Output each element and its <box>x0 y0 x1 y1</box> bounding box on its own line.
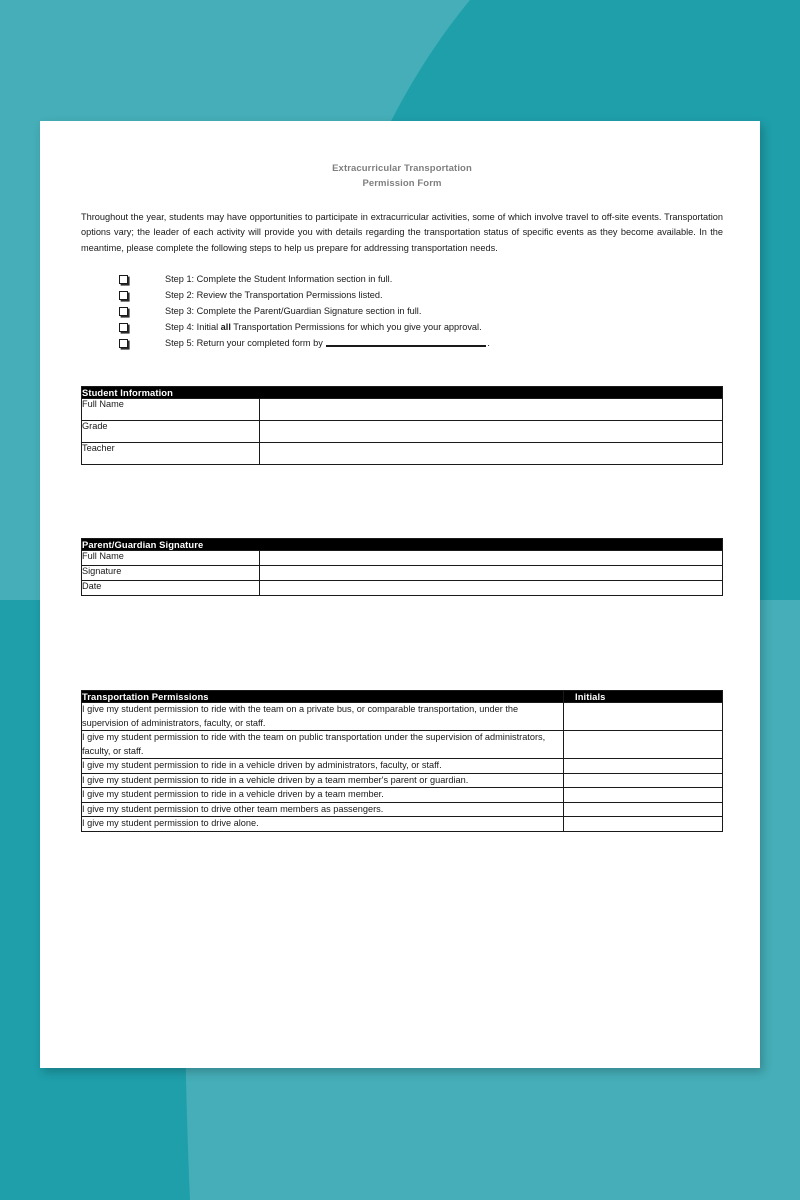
field-label-guardian-full-name: Full Name <box>82 551 260 566</box>
table-row <box>82 566 723 581</box>
table-row <box>82 421 723 443</box>
step-text-main: Step 4: Initial <box>165 321 221 332</box>
step-text-main: Step 5: Return your completed form by <box>165 337 326 348</box>
parent-guardian-signature-table <box>81 538 723 596</box>
table-row <box>82 399 723 421</box>
table-header-row <box>82 387 723 399</box>
table-row <box>82 581 723 596</box>
step-label <box>165 271 392 287</box>
student-information-table <box>81 386 723 465</box>
field-input-full-name[interactable] <box>260 399 723 421</box>
page-title-line-2: Permission Form <box>362 178 442 189</box>
student-information-header: Student Information <box>82 387 723 399</box>
table-row <box>82 802 723 817</box>
step-label <box>165 303 421 319</box>
step-text-tail: Transportation Permissions for which you give your approval. <box>230 321 482 332</box>
table-row <box>82 551 723 566</box>
initials-input[interactable] <box>564 773 723 788</box>
transportation-permissions-header: Transportation Permissions <box>82 691 564 703</box>
field-label-teacher: Teacher <box>82 443 260 465</box>
table-header-row <box>82 691 723 703</box>
table-row <box>82 759 723 774</box>
page-content <box>81 161 723 351</box>
table-header-row <box>82 539 723 551</box>
step-label <box>165 319 482 335</box>
table-row <box>82 817 723 832</box>
initials-input[interactable] <box>564 817 723 832</box>
permission-text: I give my student permission to ride in a vehicle driven by administrators, faculty, or staff. <box>82 759 564 774</box>
step-label <box>165 287 383 303</box>
field-input-date[interactable] <box>260 581 723 596</box>
step-text-main: Step 1: Complete the Student Information section in full. <box>165 273 393 284</box>
field-input-guardian-full-name[interactable] <box>260 551 723 566</box>
initials-header: Initials <box>564 691 723 703</box>
initials-input[interactable] <box>564 759 723 774</box>
table-row <box>82 731 723 759</box>
table-row <box>82 788 723 803</box>
step-text-main: Step 3: Complete the Parent/Guardian Signature section in full. <box>165 305 422 316</box>
field-input-teacher[interactable] <box>260 443 723 465</box>
field-input-grade[interactable] <box>260 421 723 443</box>
parent-guardian-header: Parent/Guardian Signature <box>82 539 723 551</box>
step-item <box>119 271 723 287</box>
transportation-permissions-table <box>81 690 723 832</box>
initials-input[interactable] <box>564 788 723 803</box>
intro-paragraph: Throughout the year, students may have opportunities to participate in extracurricular activities, some of which involve travel to off-site events. Transportation options vary; the leader of each activity will provide you with details regarding the transportation status of specific events as they become available. In the meantime, please complete the following steps to help us prepare for addressing transportation needs. <box>81 212 723 253</box>
initials-input[interactable] <box>564 703 723 731</box>
permission-text: I give my student permission to drive other team members as passengers. <box>82 802 564 817</box>
step-item <box>119 335 723 351</box>
initials-input[interactable] <box>564 802 723 817</box>
table-row <box>82 773 723 788</box>
initials-input[interactable] <box>564 731 723 759</box>
page-title <box>81 161 723 191</box>
table-row <box>82 443 723 465</box>
permission-text: I give my student permission to ride in a vehicle driven by a team member's parent or guardian. <box>82 773 564 788</box>
steps-list <box>119 271 723 351</box>
permission-text: I give my student permission to ride in a vehicle driven by a team member. <box>82 788 564 803</box>
field-label-grade: Grade <box>82 421 260 443</box>
page-title-line-1: Extracurricular Transportation <box>332 163 472 174</box>
permission-text: I give my student permission to ride with the team on a private bus, or comparable transportation, under the supervision of administrators, faculty, or staff. <box>82 703 564 731</box>
document-page <box>40 121 760 1068</box>
field-label-signature: Signature <box>82 566 260 581</box>
field-input-signature[interactable] <box>260 566 723 581</box>
permission-text: I give my student permission to drive alone. <box>82 817 564 832</box>
step-label <box>165 335 490 351</box>
field-label-date: Date <box>82 581 260 596</box>
step-item <box>119 319 723 335</box>
step-text-main: Step 2: Review the Transportation Permissions listed. <box>165 289 383 300</box>
fill-in-blank-line[interactable] <box>326 345 486 347</box>
permission-text: I give my student permission to ride with the team on public transportation under the supervision of administrators, faculty, or staff. <box>82 731 564 759</box>
table-row <box>82 703 723 731</box>
field-label-full-name: Full Name <box>82 399 260 421</box>
step-item <box>119 287 723 303</box>
step-text-tail: . <box>487 337 490 348</box>
step-item <box>119 303 723 319</box>
step-text-bold: all <box>220 321 231 332</box>
